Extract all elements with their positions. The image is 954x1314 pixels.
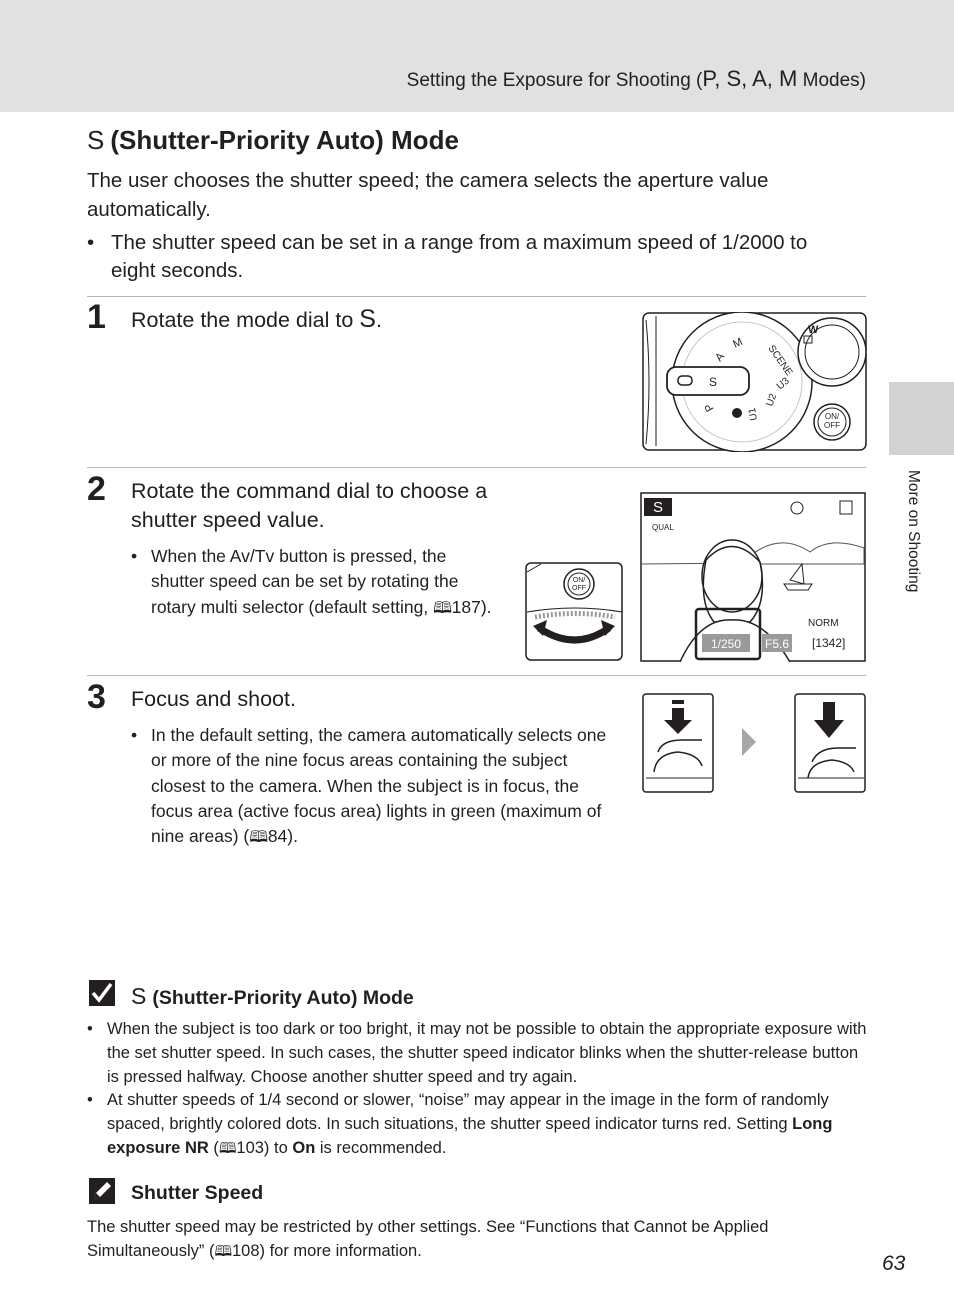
- step-1-title-mode: S: [359, 305, 376, 333]
- step-3-bullet-end: ).: [287, 826, 298, 847]
- note-1-title: [131, 983, 414, 1010]
- lcd-remaining: [1342]: [812, 636, 846, 650]
- dial-label-u3: U3: [774, 375, 792, 393]
- note-1-bullet-2-text: [107, 1088, 869, 1160]
- step-2-number: 2: [87, 470, 106, 508]
- svg-text:OFF: OFF: [824, 421, 840, 430]
- page-number: 63: [882, 1252, 906, 1275]
- title-text: (Shutter-Priority Auto) Mode: [110, 125, 459, 155]
- dial-selected-s: S: [709, 375, 718, 389]
- divider: [87, 296, 866, 297]
- header-prefix: Setting the Exposure for Shooting (: [406, 70, 703, 91]
- step-1-title: [131, 305, 382, 335]
- divider: [87, 467, 866, 468]
- running-header: [407, 66, 866, 92]
- header-modes: P, S, A, M: [702, 66, 798, 91]
- note-1-bullet-2-mid2: ) to: [263, 1139, 293, 1157]
- note-2-ref: 108: [231, 1242, 260, 1260]
- book-icon: 🕮: [249, 827, 268, 847]
- page-title: [87, 125, 459, 156]
- note-2-body: The shutter speed may be restricted by other settings. See “Functions that Cannot be Applied Simultaneously” (: [87, 1218, 769, 1260]
- step-1-number: 1: [87, 298, 106, 336]
- dial-label-m: M: [731, 335, 745, 351]
- dial-label-w: W: [808, 324, 819, 336]
- note-1-bullet-2: [87, 1088, 869, 1160]
- note-2-text: [87, 1215, 869, 1263]
- note-1-bullet-2-mid1: (: [208, 1139, 219, 1157]
- step-3-title: Focus and shoot.: [131, 687, 296, 711]
- bullet-dot: •: [87, 1091, 93, 1109]
- setting-name-long-exposure-nr: Long exposure NR: [107, 1115, 833, 1157]
- dial-label-u2: U2: [764, 392, 780, 409]
- lcd-monitor-illustration: [640, 492, 866, 662]
- step-1-title-prefix: Rotate the mode dial to: [131, 308, 360, 332]
- lcd-mode: S: [652, 499, 664, 516]
- dial-label-a: A: [713, 350, 728, 364]
- lcd-qual: QUAL: [652, 523, 674, 532]
- pencil-note-icon: [88, 1177, 116, 1205]
- note-1-mode-letter: S: [131, 983, 147, 1009]
- intro-paragraph: The user chooses the shutter speed; the camera selects the aperture value automatically.: [87, 169, 769, 221]
- setting-value-on: On: [292, 1139, 316, 1157]
- dial-label-scene: SCENE: [765, 343, 795, 378]
- note-1-bullet-2-end: is recommended.: [315, 1139, 447, 1157]
- bullet-dot: •: [87, 231, 95, 254]
- lcd-shutter-speed: 1/250: [710, 637, 742, 651]
- note-1-title-text: (Shutter-Priority Auto) Mode: [152, 987, 414, 1009]
- note-1-bullet-2-body: At shutter speeds of 1/4 second or slower, “noise” may appear in the image in the form of randomly spaced, brightly colored dots. In such situations, the shutter speed indicator turns red. Setting: [107, 1091, 829, 1133]
- step-3-bullet-ref: 84: [267, 826, 288, 847]
- bullet-dot: •: [131, 546, 138, 566]
- lcd-norm: NORM: [808, 618, 839, 629]
- note-2-title: Shutter Speed: [131, 1182, 264, 1204]
- step-1-title-suffix: .: [375, 308, 382, 332]
- checkmark-note-icon: [88, 979, 116, 1007]
- step-3-bullet-body: In the default setting, the camera automatically selects one or more of the nine focus areas containing the subject closest to the camera. When the subject is in focus, the focus area (active focus area) lights in green (maximum of nine areas) (: [151, 725, 607, 847]
- step-2-bullet-body: When the Av/Tv button is pressed, the shutter speed can be set by rotating the rotary multi selector (default setting,: [151, 546, 459, 617]
- header-suffix: Modes): [797, 70, 866, 91]
- note-1-bullet-1: [87, 1017, 869, 1089]
- note-2-end: ) for more information.: [259, 1242, 422, 1260]
- bullet-dot: •: [87, 1020, 93, 1038]
- chapter-tab: [889, 382, 954, 455]
- book-icon: 🕮: [214, 1242, 232, 1260]
- step-3-number: 3: [87, 678, 106, 716]
- divider: [87, 675, 866, 676]
- step-3-bullet-text: [151, 723, 611, 849]
- title-mode-letter: S: [87, 125, 105, 155]
- book-icon: 🕮: [218, 1139, 237, 1157]
- svg-text:OFF: OFF: [572, 585, 586, 592]
- intro-bullet-text: The shutter speed can be set in a range from a maximum speed of 1/2000 to eight seconds.: [111, 231, 808, 282]
- step-2-bullet-text: [151, 544, 501, 620]
- svg-text:ON/: ON/: [572, 577, 586, 584]
- lcd-aperture: F5.6: [764, 637, 790, 651]
- note-1-bullet-1-text: When the subject is too dark or too bright, it may not be possible to obtain the appropriate exposure with the set shutter speed. In such cases, the shutter speed indicator blinks when the shutter-release button is pressed halfway. Choose another shutter speed and try again.: [107, 1020, 867, 1086]
- step-2-title: Rotate the command dial to choose a shutter speed value.: [131, 479, 488, 532]
- mode-dial-illustration: [642, 312, 868, 452]
- book-icon: 🕮: [433, 597, 452, 617]
- header-band: [0, 0, 954, 112]
- step-3-bullet: [131, 723, 611, 849]
- bullet-dot: •: [131, 725, 138, 745]
- intro-bullet: [87, 229, 857, 285]
- step-2-bullet-ref: 187: [451, 596, 481, 617]
- step-2-bullet-end: ).: [480, 596, 492, 617]
- step-2-bullet: [131, 544, 501, 620]
- chapter-tab-label: More on Shooting: [905, 470, 922, 593]
- note-1-bullet-2-ref: 103: [236, 1139, 264, 1157]
- svg-text:ON/: ON/: [824, 412, 840, 421]
- command-dial-illustration: [525, 562, 623, 662]
- dial-label-u1: U1: [746, 406, 760, 422]
- shutter-press-illustration: [642, 692, 866, 794]
- dial-label-p: P: [702, 401, 717, 414]
